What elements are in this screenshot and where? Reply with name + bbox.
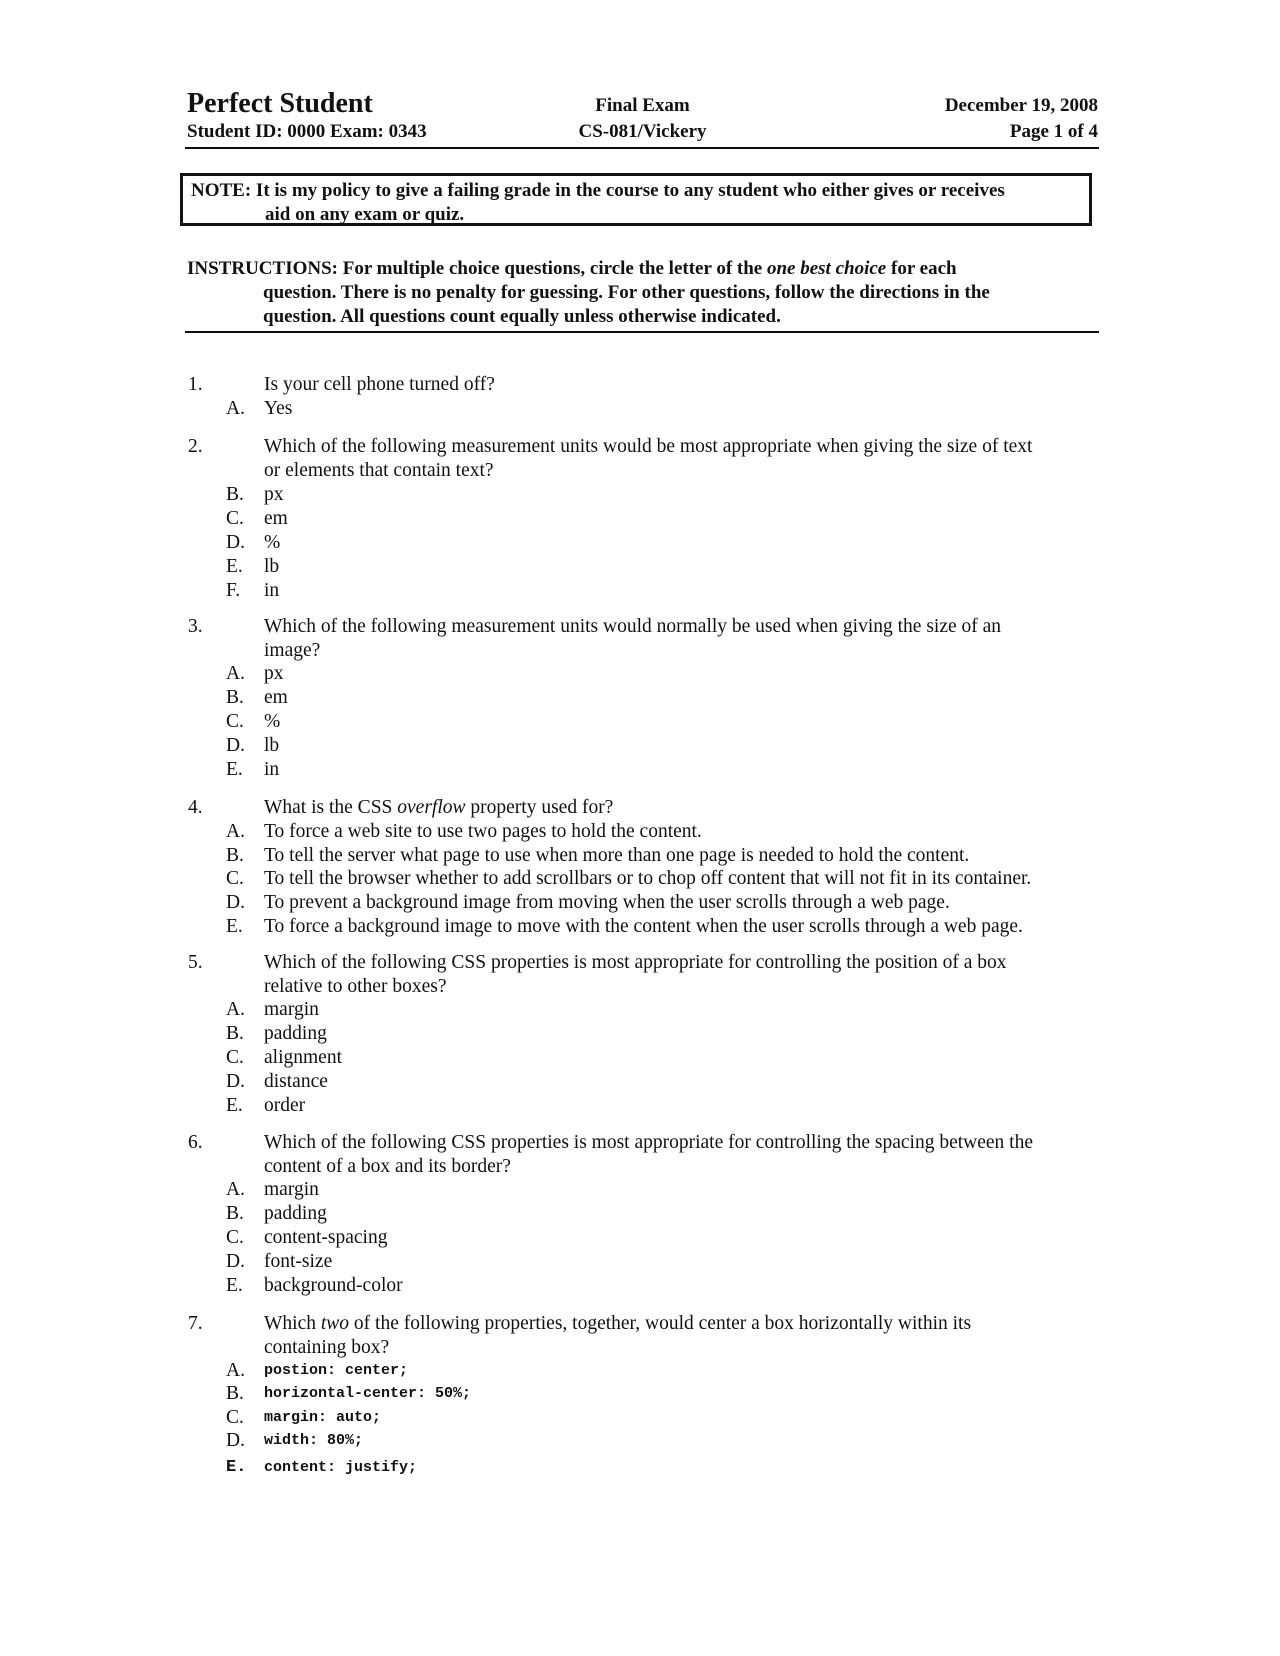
option-letter[interactable]: E. [226,556,243,577]
option-text: background-color [264,1275,403,1296]
option-2-b[interactable] [0,483,1280,507]
option-7-e[interactable] [0,1456,1280,1480]
option-letter[interactable]: C. [226,868,244,889]
option-text: To force a web site to use two pages to hold the content. [264,821,702,842]
option-letter[interactable]: D. [226,1251,245,1272]
option-4-a[interactable] [0,820,1280,844]
option-text: in [264,759,280,780]
option-3-d[interactable] [0,734,1280,758]
option-letter[interactable]: B. [226,1023,244,1044]
option-2-d[interactable] [0,531,1280,555]
option-letter[interactable]: B. [226,1383,244,1404]
option-letter[interactable]: D. [226,1071,245,1092]
option-7-c[interactable] [0,1406,1280,1430]
option-code: horizontal-center: 50%; [264,1385,472,1402]
option-letter[interactable]: E. [226,1095,243,1116]
option-letter[interactable]: C. [226,1407,244,1428]
question-number: 1. [188,374,203,395]
option-letter[interactable]: C. [226,711,244,732]
option-text: % [264,532,281,553]
option-letter[interactable]: A. [226,1179,245,1200]
note-line-2: aid on any exam or quiz. [265,204,465,225]
option-text: To force a background image to move with the content when the user scrolls through a web page. [264,916,1023,937]
question-stem-line-2: image? [264,640,321,661]
option-text: em [264,687,288,708]
question-stem-line-2: content of a box and its border? [264,1156,511,1177]
option-text: To tell the server what page to use when more than one page is needed to hold the content. [264,845,970,866]
option-letter[interactable]: E. [226,916,243,937]
option-text: alignment [264,1047,342,1068]
option-letter[interactable]: A. [226,398,245,419]
option-6-c[interactable] [0,1226,1280,1250]
option-text: em [264,508,288,529]
option-letter[interactable]: E. [226,759,243,780]
option-6-b[interactable] [0,1202,1280,1226]
option-3-e[interactable] [0,758,1280,782]
option-text: font-size [264,1251,333,1272]
option-letter[interactable]: D. [226,892,245,913]
option-text: padding [264,1023,327,1044]
option-2-f[interactable] [0,579,1280,603]
instructions-divider [185,331,1099,333]
option-text: lb [264,556,280,577]
question-number: 4. [188,797,203,818]
option-5-d[interactable] [0,1070,1280,1094]
option-letter[interactable]: A. [226,1360,245,1381]
option-letter[interactable]: C. [226,1047,244,1068]
page-number: Page 1 of 4 [1009,121,1098,142]
option-6-a[interactable] [0,1178,1280,1202]
option-5-b[interactable] [0,1022,1280,1046]
question-stem-line-1: Which of the following CSS properties is most appropriate for controlling the spacing between the [264,1132,1033,1153]
option-3-c[interactable] [0,710,1280,734]
option-letter[interactable]: B. [226,1203,244,1224]
option-4-c[interactable] [0,867,1280,891]
question-number: 5. [188,952,203,973]
question-stem-line-1: Which two of the following properties, together, would center a box horizontally within its [264,1313,972,1334]
question-stem-line-2: containing box? [264,1337,390,1358]
option-2-e[interactable] [0,555,1280,579]
option-text: Yes [264,398,293,419]
question-number: 3. [188,616,203,637]
option-text: margin [264,1179,319,1200]
option-1-a[interactable] [0,397,1280,421]
option-5-a[interactable] [0,998,1280,1022]
question-stem: What is the CSS overflow property used for? [264,797,614,818]
option-letter[interactable]: A. [226,821,245,842]
instructions [187,257,1098,329]
option-code: margin: auto; [264,1409,382,1426]
question-number: 7. [188,1313,203,1334]
option-6-e[interactable] [0,1274,1280,1298]
question-number: 6. [188,1132,203,1153]
option-7-b[interactable] [0,1382,1280,1406]
option-text: margin [264,999,319,1020]
option-letter[interactable]: E. [226,1275,243,1296]
question-stem-line-2: or elements that contain text? [264,460,494,481]
header-divider [185,147,1099,149]
course-instructor: CS-081/Vickery [578,121,707,142]
option-letter[interactable]: D. [226,532,245,553]
student-id-line: Student ID: 0000 Exam: 0343 [187,121,427,142]
option-text: px [264,663,284,684]
option-letter[interactable]: D. [226,1430,245,1451]
option-text: order [264,1095,306,1116]
policy-note-box [180,173,1092,226]
option-5-e[interactable] [0,1094,1280,1118]
note-line-1: NOTE: It is my policy to give a failing grade in the course to any student who either gives or receives [191,180,1005,201]
option-text: To tell the browser whether to add scrollbars or to chop off content that will not fit in its container. [264,868,1032,889]
option-code: width: 80%; [264,1432,364,1449]
option-text: To prevent a background image from moving when the user scrolls through a web page. [264,892,950,913]
option-letter[interactable]: B. [226,484,244,505]
option-letter[interactable]: B. [226,845,244,866]
instructions-line-2: question. There is no penalty for guessing. For other questions, follow the directions in the [263,282,990,303]
option-4-e[interactable] [0,915,1280,939]
option-text: % [264,711,281,732]
option-letter[interactable]: A. [226,999,245,1020]
student-name: Perfect Student [187,88,373,119]
option-4-d[interactable] [0,891,1280,915]
option-text: distance [264,1071,328,1092]
exam-title: Final Exam [595,95,690,116]
question-stem-line-2: relative to other boxes? [264,976,447,997]
option-letter[interactable]: C. [226,508,244,529]
option-text: content-spacing [264,1227,388,1248]
option-letter[interactable]: B. [226,687,244,708]
option-letter[interactable]: F. [226,580,241,601]
option-letter[interactable]: D. [226,735,245,756]
option-text: padding [264,1203,327,1224]
option-7-d[interactable] [0,1429,1280,1453]
option-2-c[interactable] [0,507,1280,531]
question-stem-line-1: Which of the following CSS properties is most appropriate for controlling the position of a box [264,952,1007,973]
option-letter[interactable]: C. [226,1227,244,1248]
option-5-c[interactable] [0,1046,1280,1070]
exam-date: December 19, 2008 [944,95,1098,116]
option-7-a[interactable] [0,1359,1280,1383]
option-code: content: justify; [264,1459,418,1476]
option-6-d[interactable] [0,1250,1280,1274]
option-text: in [264,580,280,601]
question-number: 2. [188,436,203,457]
option-text: lb [264,735,280,756]
option-3-b[interactable] [0,686,1280,710]
option-4-b[interactable] [0,844,1280,868]
instructions-line-1: INSTRUCTIONS: For multiple choice questions, circle the letter of the one best choice for each [187,258,957,279]
option-letter[interactable]: A. [226,663,245,684]
instructions-line-3: question. All questions count equally unless otherwise indicated. [263,306,781,327]
question-stem: Is your cell phone turned off? [264,374,495,395]
option-3-a[interactable] [0,662,1280,686]
option-code: postion: center; [264,1362,409,1379]
option-letter[interactable]: E. [226,1458,247,1477]
question-stem-line-1: Which of the following measurement units would be most appropriate when giving the size of text [264,436,1033,457]
question-stem-line-1: Which of the following measurement units would normally be used when giving the size of an [264,616,1002,637]
option-text: px [264,484,284,505]
